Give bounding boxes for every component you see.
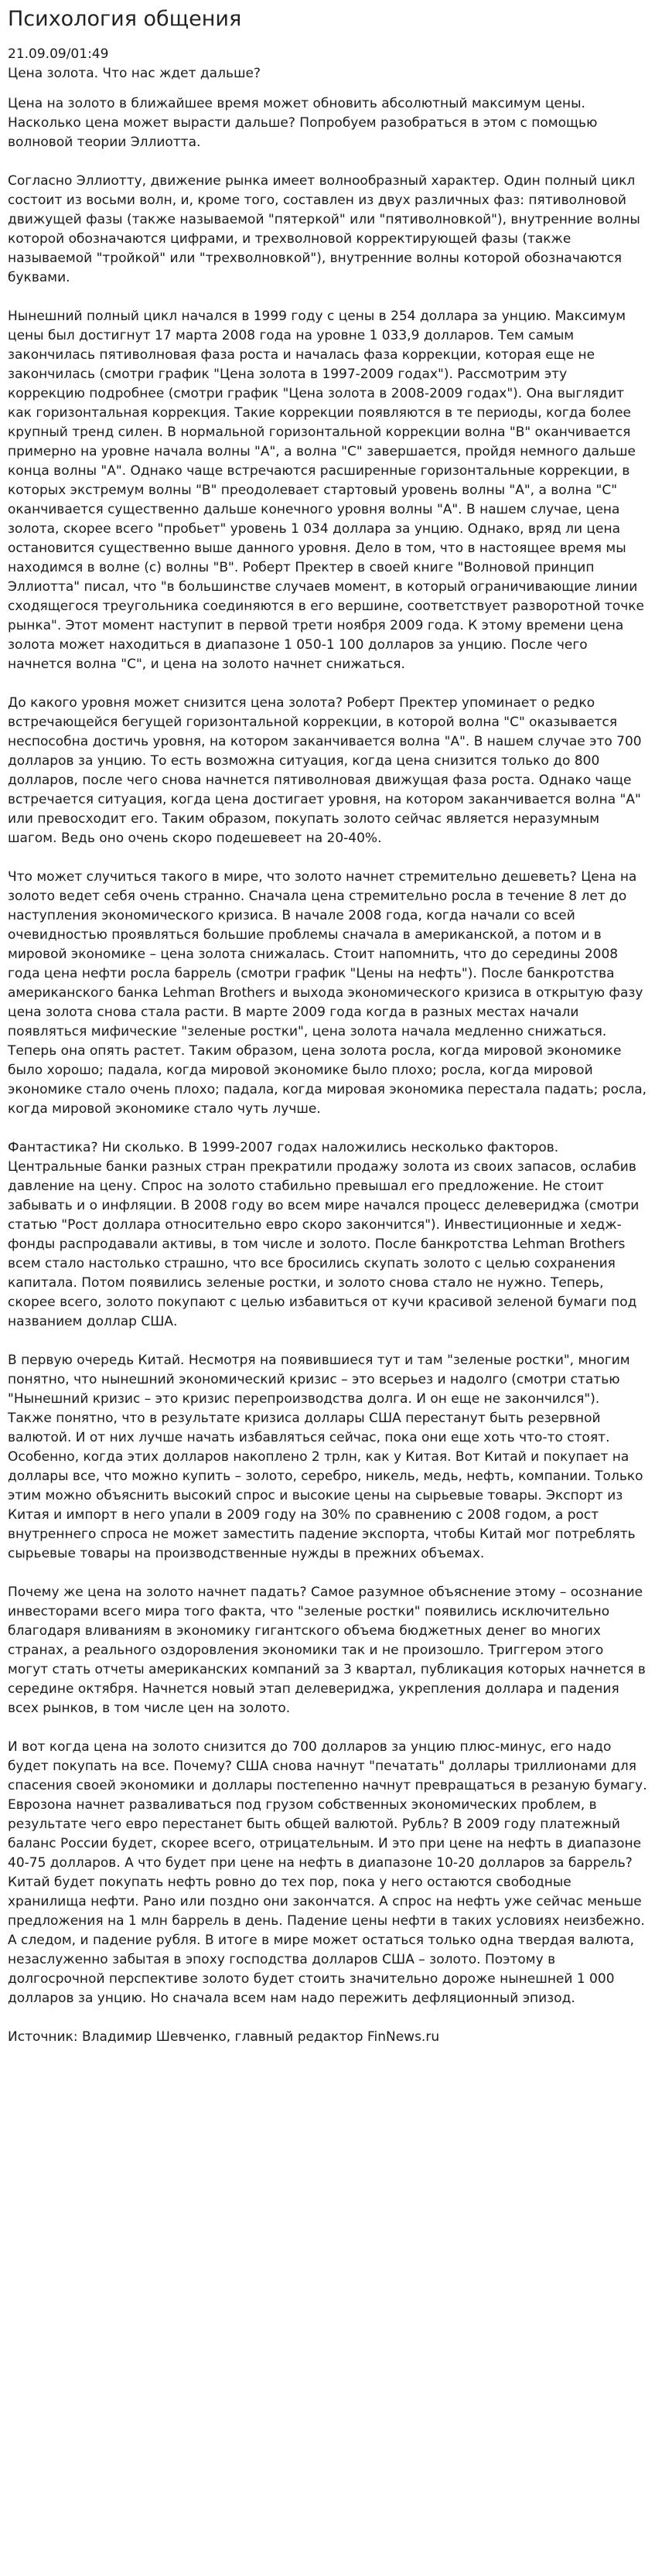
article-paragraph: Что может случиться такого в мире, что золото начнет стремительно дешеветь? Цена на золото ведет себя очень странно. Сначала цена стремительно росла в течение 8 лет до наступления экономического кризиса. В начале 2008 года, когда начали со всей очевидностью проявляться большие проблемы сначала в американской, а потом и в мировой экономике – цена золота снижалась. Стоит напомнить, что до середины 2008 года цена нефти росла баррель (смотри график "Цены на нефть"). После банкротства американского банка Lehman Brothers и выхода экономического кризиса в открытую фазу цена золота снова стала расти. В марте 2009 года когда в разных местах начали появляться мифические "зеленые ростки", цена золота начала медленно снижаться. Теперь она опять растет. Таким образом, цена золота росла, когда мировой экономике было хорошо; падала, когда мировой экономике было плохо; росла, когда мировой экономике стало очень плохо; падала, когда мировая экономика перестала падать; росла, когда мировой экономике стало чуть лучше. [8,869,647,1117]
article-paragraph: И вот когда цена на золото снизится до 700 долларов за унцию плюс-минус, его надо будет покупать на все. Почему? США снова начнут "печатать" доллары триллионами для спасения своей экономики и доллары постепенно начнут превращаться в резаную бумагу. Еврозона начнет разваливаться под грузом собственных экономических проблем, в результате чего евро перестанет быть общей валютой. Рубль? В 2009 году платежный баланс России будет, скорее всего, отрицательным. И это при цене на нефть в диапазоне 40-75 долларов. А что будет при цене на нефть в диапазоне 10-20 долларов за баррель? Китай будет покупать нефть ровно до тех пор, пока у него остаются свободные хранилища нефти. Рано или поздно они закончатся. А спрос на нефть уже сейчас меньше предложения на 1 млн баррель в день. Падение цены нефти в таких условиях неизбежно. А следом, и падение рубля. В итоге в мире может остаться только одна твердая валюта, незаслуженно забытая в эпоху господства долларов США – золото. Поэтому в долгосрочной перспективе золото будет стоить значительно дороже нынешней 1 000 долларов за унцию. Но сначала всем нам надо пережить дефляционный эпизод. [8,1739,647,2006]
article-paragraph: Цена на золото в ближайшее время может обновить абсолютный максимум цены. Насколько цена может вырасти дальше? Попробуем разобраться в этом с помощью волновой теории Эллиотта. [8,96,598,150]
article-paragraph: До какого уровня может снизится цена золота? Роберт Пректер упоминает о редко встречающейся бегущей горизонтальной коррекции, в которой волна "C" оказывается неспособна достичь уровня, на котором заканчивается волна "A". В нашем случае это 700 долларов за унцию. То есть возможна ситуация, когда цена снизится только до 800 долларов, после чего снова начнется пятиволновая движущая фаза роста. Однако чаще встречается ситуация, когда цена достигает уровня, на котором заканчивается волна "A" или превосходит его. Таким образом, покупать золото сейчас является неразумным шагом. Ведь оно очень скоро подешевеет на 20-40%. [8,695,642,846]
article [8,45,647,2047]
article-paragraph: Нынешний полный цикл начался в 1999 году с цены в 254 доллара за унцию. Максимум цены был достигнут 17 марта 2008 года на уровне 1 033,9 долларов. Тем самым закончилась пятиволновая фаза роста и началась фаза коррекции, которая еще не закончилась (смотри график "Цена золота в 1997-2009 годах"). Рассмотрим эту коррекцию подробнее (смотри график "Цена золота в 2008-2009 годах"). Она выглядит как горизонтальная коррекция. Такие коррекции появляются в те периоды, когда более крупный тренд силен. В нормальной горизонтальной коррекции волна "B" оканчивается примерно на уровне начала волны "A", а волна "C" завершается, пройдя немного дальше конца волны "A". Однако чаще встречаются расширенные горизонтальные коррекции, в которых экстремум волны "B" преодолевает стартовый уровень волны "A", а волна "C" оканчивается существенно дальше конечного уровня волны "A". В нашем случае, цена золота, скорее всего "пробьет" уровень 1 034 доллара за унцию. Однако, вряд ли цена остановится существенно выше данного уровня. Дело в том, что в настоящее время мы находимся в волне (c) волны "B". Роберт Пректер в своей книге "Волновой принцип Эллиотта" писал, что "в большинстве случаев момент, в который ограничивающие линии сходящегося треугольника соединяются в его вершине, соответствует разворотной точке рынка". Этот момент наступит в первой трети ноября 2009 года. К этому времени цена золота может находиться в диапазоне 1 050-1 100 долларов за унцию. После чего начнется волна "C", и цена на золото начнет снижаться. [8,309,644,672]
article-paragraph: Почему же цена на золото начнет падать? Самое разумное объяснение этому – осознание инвесторами всего мира того факта, что "зеленые ростки" появились исключительно благодаря вливаниям в экономику гигантского объема бюджетных денег во многих странах, а реального оздоровления экономики так и не произошло. Триггером этого могут стать отчеты американских компаний за 3 квартал, публикация которых начнется в середине октября. Начнется новый этап делевериджа, укрепления доллара и падения всех рынков, в том числе цен на золото. [8,1585,646,1716]
article-title: Цена золота. Что нас ждет дальше? [8,66,261,81]
article-paragraph: В первую очередь Китай. Несмотря на появившиеся тут и там "зеленые ростки", многим понятно, что нынешний экономический кризис – это всерьез и надолго (смотри статью "Нынешний кризис – это кризис перепроизводства долга. И он еще не закончился"). Также понятно, что в результате кризиса доллары США перестанут быть резервной валютой. И от них лучше начать избавляться сейчас, пока они еще хоть что-то стоят. Особенно, когда этих долларов накоплено 2 трлн, как у Китая. Вот Китай и покупает на доллары все, что можно купить – золото, серебро, никель, медь, нефть, компании. Только этим можно объяснить высокий спрос и высокие цены на сырьевые товары. Экспорт из Китая и импорт в него упали в 2009 году на 30% по сравнению с 2008 годом, а рост внутреннего спроса не может заместить падение экспорта, чтобы Китай мог потреблять сырьевые товары на производственные нужды в прежних объемах. [8,1353,643,1561]
article-paragraph: Согласно Эллиотту, движение рынка имеет волнообразный характер. Один полный цикл состоит из восьми волн, и, кроме того, составлен из двух различных фаз: пятиволновой движущей фазы (также называемой "пятеркой" или "пятиволновкой"), внутренние волны которой обозначаются цифрами, и трехволновой корректирующей фазы (также называемой "тройкой" или "трехволновкой"), внутренние волны которой обозначаются буквами. [8,173,640,285]
site-title: Психология общения [8,7,242,31]
article-source: Источник: Владимир Шевченко, главный редактор FinNews.ru [8,2029,440,2045]
article-datetime: 21.09.09/01:49 [8,46,109,62]
article-paragraph: Фантастика? Ни сколько. В 1999-2007 годах наложились несколько факторов. Центральные банки разных стран прекратили продажу золота из своих запасов, ослабив давление на цену. Спрос на золото стабильно превышал его предложение. Не стоит забывать и о инфляции. В 2008 году во всем мире начался процесс делевериджа (смотри статью "Рост доллара относительно евро скоро закончится"). Инвестиционные и хедж-фонды распродавали активы, в том числе и золото. После банкротства Lehman Brothers всем стало настолько страшно, что все бросились скупать золото с целью сохранения капитала. Потом появились зеленые ростки, и золото снова стало не нужно. Теперь, скорее всего, золото покупают с целью избавиться от кучи красивой зеленой бумаги под названием доллар США. [8,1140,640,1329]
